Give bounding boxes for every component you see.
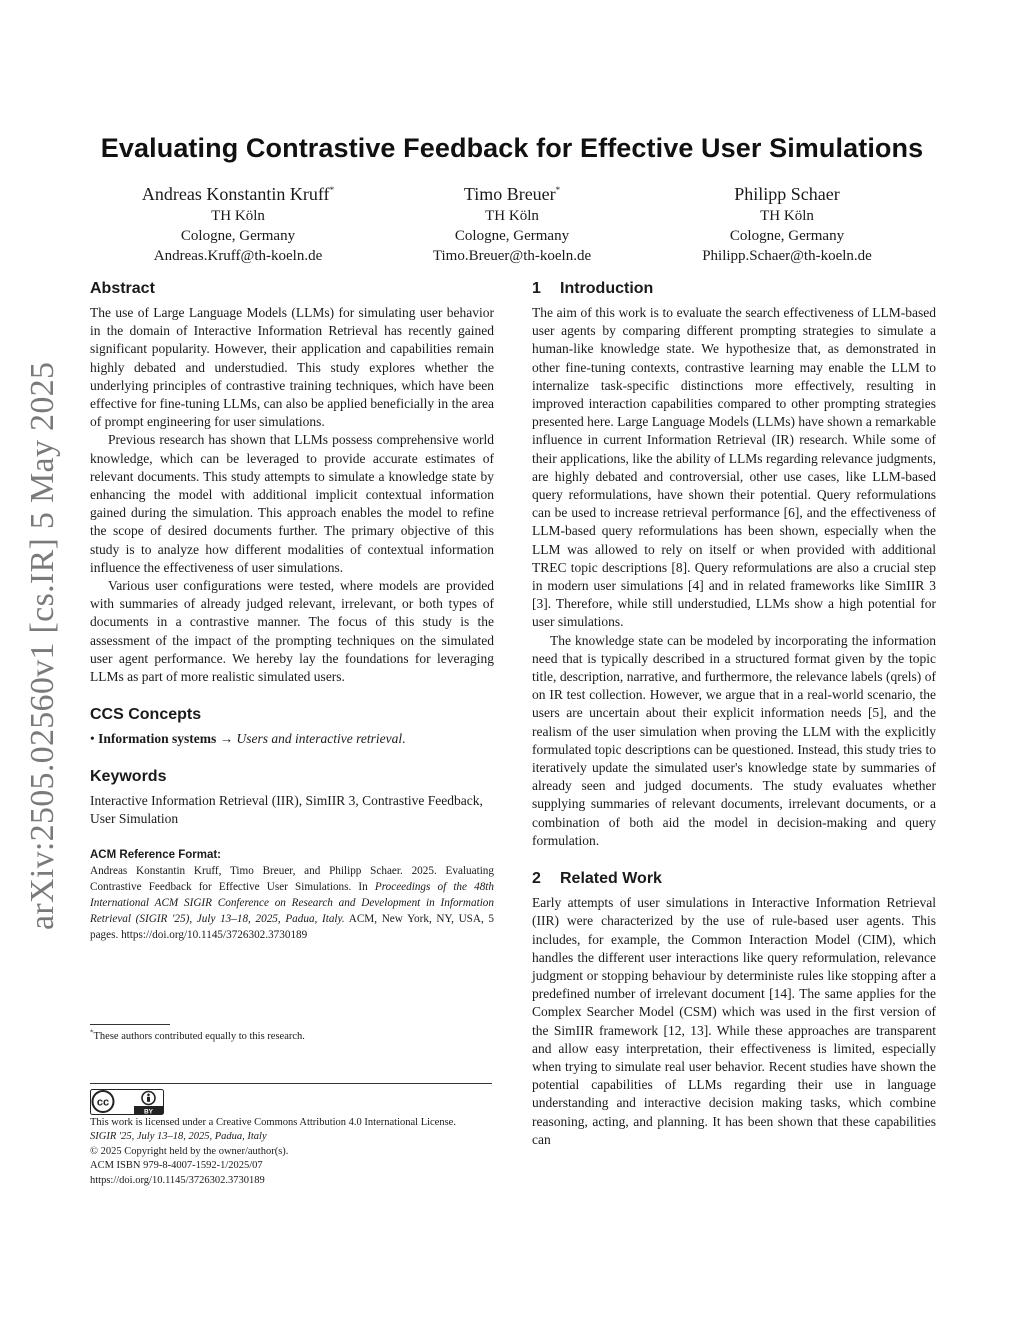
license-line: ACM ISBN 979-8-4007-1592-1/2025/07 <box>90 1160 263 1172</box>
acm-reference-heading: ACM Reference Format: <box>90 848 221 861</box>
paper-title: Evaluating Contrastive Feedback for Effective User Simulations <box>100 133 924 163</box>
author-name: Andreas Konstantin Kruff* <box>141 184 335 204</box>
left-column <box>90 278 494 943</box>
author-institution: TH Köln <box>211 208 265 224</box>
related-work-heading: 2 Related Work <box>532 870 662 888</box>
license-block <box>90 1116 500 1188</box>
author-block <box>88 182 388 266</box>
arxiv-stamp: arXiv:2505.02560v1 [cs.IR] 5 May 2025 <box>24 361 61 930</box>
acm-reference <box>90 847 494 943</box>
author-name: Philipp Schaer <box>734 184 840 204</box>
keywords-heading: Keywords <box>90 768 167 786</box>
license-line: © 2025 Copyright held by the owner/author(s). <box>90 1145 289 1157</box>
keywords-text: Interactive Information Retrieval (IIR), SimIIR 3, Contrastive Feedback, User Simulation <box>90 793 483 827</box>
ccs-concept: • Information systems → Users and interactive retrieval. <box>90 731 406 747</box>
introduction-paragraph: The aim of this work is to evaluate the search effectiveness of LLM-based user agents by comparing different prompting strategies to simulate a human-like knowledge state. We hypothesize that, as demonstrated in other fine-tuning contexts, contrastive learning may enable the LLM to internalize task-specific distinctions more effectively, resulting in improved interaction capabilities compared to other prompting strategies presented here. Large Language Models (LLMs) have shown a remarkable influence in current Information Retrieval (IR) research. While some of their applications, like the ability of LLMs regarding relevance judgments, are highly debated and controversial, other use cases, like LLM-based query reformulations, have shown their potential. Query reformulations can be used to increase retrieval performance [6], and the effectiveness of LLM-based query reformulations has been shown, especially when the LLM was allowed to rely on itself or when provided with additional TREC topic descriptions [8]. Query reformulations are also a crucial step in modern user simulations [4] and in related frameworks like SimIIR 3 [3]. Therefore, while still understudied, LLMs show a high potential for user simulations. <box>532 305 936 630</box>
abstract-paragraph: Previous research has shown that LLMs possess comprehensive world knowledge, which can be leveraged to provide accurate estimates of relevant documents. This study attempts to simulate a knowledge state by enhancing the model with additional implicit contextual information gained during the simulation. This approach enables the model to refine the scope of desired documents further. The primary objective of this study is to analyze how different modalities of contextual information influence the effectiveness of user simulations. <box>90 432 494 575</box>
author-location: Cologne, Germany <box>180 228 296 244</box>
right-column <box>532 278 936 1149</box>
author-institution: TH Köln <box>485 208 539 224</box>
related-work-paragraph: Early attempts of user simulations in Interactive Information Retrieval (IIR) were characterized by the use of rule-based user agents. This includes, for example, the Common Interaction Model (CIM), which handles the different user interactions like query reformulation, relevance judgment or stopping behaviour by deterministe rules like stopping after a predefined number of irrelevant document [14]. The same applies for the Complex Searcher Model (CSM) which was used in the first version of the SimIIR framework [12, 13]. While these approaches are transparent and allow easy interpretation, their effectiveness is limited, especially when trying to simulate real user behavior. Recent studies have shown the potential capabilities of LLMs regarding their use in language understanding and interactive decision making tasks, which combine reasoning, acting, and planning. It has been shown that these capabilities can <box>532 895 936 1147</box>
abstract-heading: Abstract <box>90 280 155 297</box>
by-label: BY <box>143 1108 154 1115</box>
author-name: Timo Breuer* <box>463 184 561 204</box>
footnote: *These authors contributed equally to this research. <box>90 1028 305 1042</box>
author-email: Andreas.Kruff@th-koeln.de <box>153 248 323 264</box>
author-location: Cologne, Germany <box>729 228 845 244</box>
introduction-paragraph: The knowledge state can be modeled by incorporating the information need that is typically described in a structured format given by the topic title, description, narrative, and furthermore, the relevance labels (qrels) of on IR test collection. However, we argue that in a real-world scenario, the users are uncertain about their explicit information needs [5], and the realism of the user simulation when proving the LLM with the explicitly formulated topic descriptions can be questioned. Instead, this study tries to iteratively update the simulated user's knowledge state by summaries of already seen and judged documents. The study evaluates whether supplying summaries of relevant documents, irrelevant documents, or a combination of both aid the model in decision-making and query formulation. <box>532 632 936 848</box>
author-block <box>362 182 662 266</box>
author-location: Cologne, Germany <box>454 228 570 244</box>
license-line: SIGIR '25, July 13–18, 2025, Padua, Italy <box>90 1131 267 1143</box>
author-block <box>637 182 937 266</box>
cc-label: cc <box>96 1096 110 1109</box>
introduction-heading: 1 Introduction <box>532 280 654 297</box>
license-line: https://doi.org/10.1145/3726302.3730189 <box>90 1174 265 1186</box>
footnote-rule <box>90 1024 170 1025</box>
abstract-paragraph: Various user configurations were tested, where models are provided with summaries of already judged relevant, irrelevant, or both types of documents in a contrastive manner. The focus of this study is the assessment of the impact of the prompting techniques on the simulated user agent performance. We hereby lay the foundations for leveraging LLMs as part of more realistic simulated users. <box>90 578 494 685</box>
author-institution: TH Köln <box>760 208 814 224</box>
license-rule <box>90 1083 492 1084</box>
author-email: Timo.Breuer@th-koeln.de <box>432 248 592 264</box>
cc-by-badge-icon <box>90 1089 164 1115</box>
license-line: This work is licensed under a Creative Commons Attribution 4.0 International License. <box>90 1117 456 1128</box>
abstract-paragraph: The use of Large Language Models (LLMs) for simulating user behavior in the domain of Interactive Information Retrieval has recently gained significant popularity. However, their application and capabilities remain highly debated and understudied. This study explores whether the underlying principles of contrastive training techniques, which have been effective for fine-tuning LLMs, can also be applied beneficially in the area of prompt engineering for user simulations. <box>90 305 494 430</box>
ccs-heading: CCS Concepts <box>90 706 202 724</box>
acm-reference-text: Andreas Konstantin Kruff, Timo Breuer, and Philipp Schaer. 2025. Evaluating Contrastive Feedback for Effective User Simulations. In Proceedings of the 48th International ACM SIGIR Conference on Research and Development in Information Retrieval (SIGIR '25), July 13–18, 2025, Padua, Italy. ACM, New York, NY, USA, 5 pages. https://doi.org/10.1145/3726302.3730189 <box>90 864 495 941</box>
author-email: Philipp.Schaer@th-koeln.de <box>702 248 872 264</box>
